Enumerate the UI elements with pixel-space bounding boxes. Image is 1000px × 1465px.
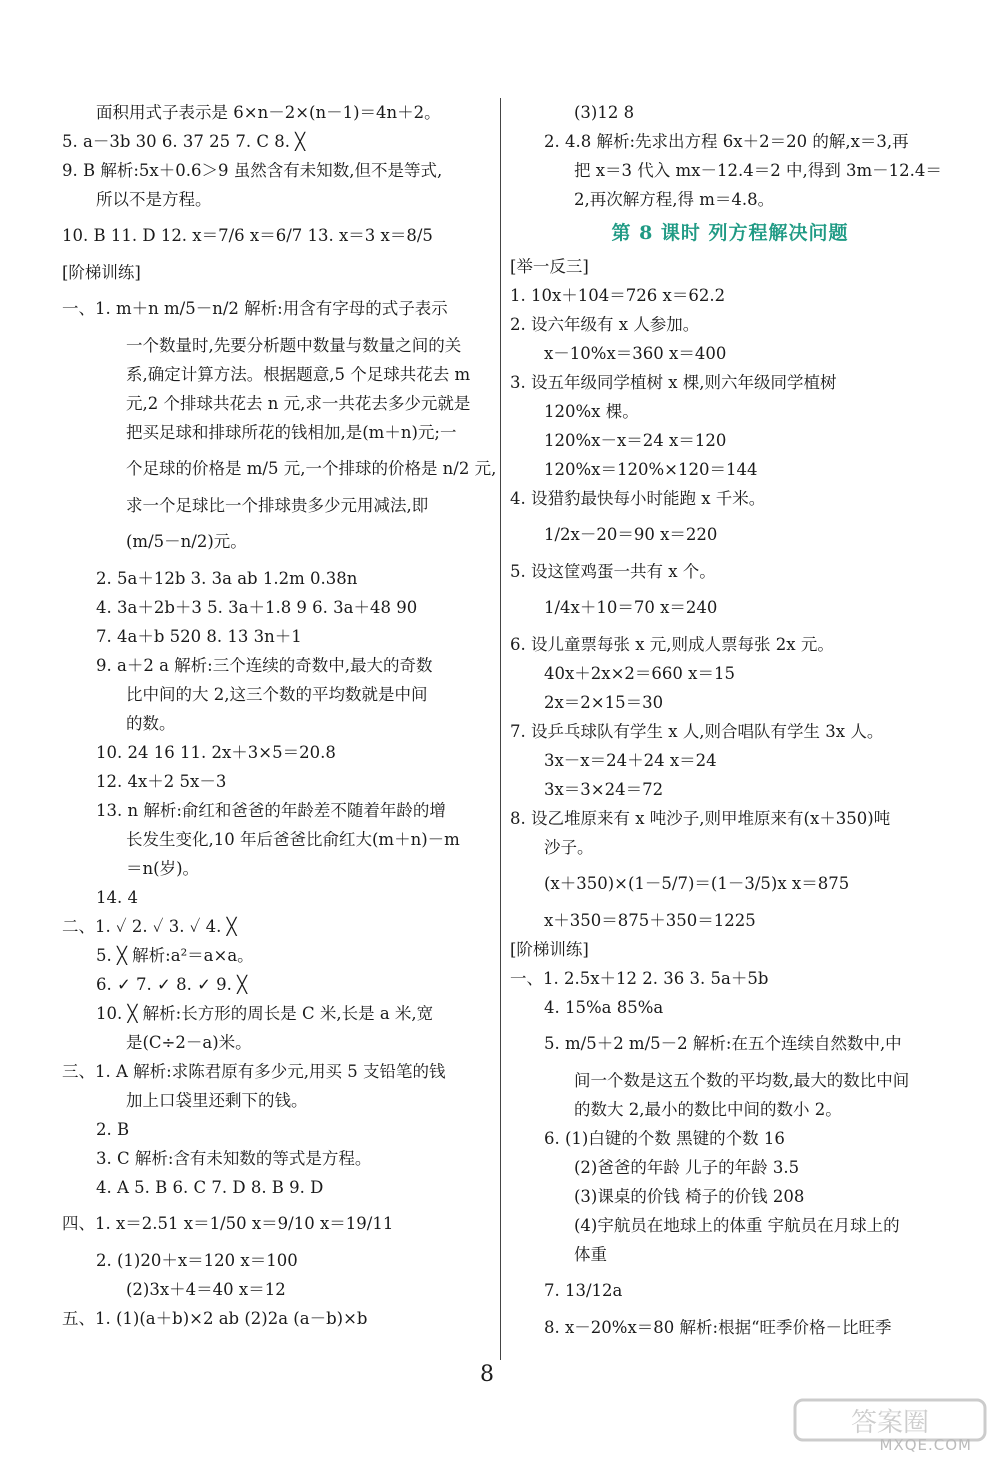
answer-line: 间一个数是这五个数的平均数,最大的数比中间 — [574, 1071, 910, 1090]
answer-line: 五、1. (1)(a＋b)×2 ab (2)2a (a－b)×b — [62, 1309, 368, 1328]
answer-line: 一、1. 2.5x＋12 2. 36 3. 5a＋5b — [510, 969, 769, 988]
answer-line: 6. (1)白键的个数 黑键的个数 16 — [544, 1129, 785, 1148]
answer-line: 所以不是方程。 — [96, 190, 212, 209]
answer-line: 把买足球和排球所花的钱相加,是(m＋n)元;一 — [126, 423, 457, 442]
answer-line: (2)爸爸的年龄 儿子的年龄 3.5 — [574, 1158, 800, 1177]
answer-line: [举一反三] — [510, 257, 589, 276]
answer-line: 2. 设六年级有 x 人参加。 — [510, 315, 700, 334]
answer-line: 4. 3a＋2b＋3 5. 3a＋1.8 9 6. 3a＋48 90 — [96, 598, 418, 617]
answer-line: 13. n 解析:俞红和爸爸的年龄差不随着年龄的增 — [96, 801, 446, 820]
answer-line: 把 x＝3 代入 mx－12.4＝2 中,得到 3m－12.4＝ — [574, 161, 942, 180]
answer-line: 14. 4 — [96, 888, 138, 907]
watermark-text: MXQE.COM — [879, 1436, 972, 1454]
answer-line: 5. a－3b 30 6. 37 25 7. C 8. ╳ — [62, 132, 306, 151]
svg-text:答案圈: 答案圈 — [850, 1408, 930, 1438]
answer-line: [阶梯训练] — [62, 263, 141, 282]
left-column — [62, 98, 502, 1333]
section-heading: 第 8 课时 列方程解决问题 — [611, 222, 849, 244]
answer-line: 的数。 — [126, 714, 176, 733]
answer-line: 10. ╳ 解析:长方形的周长是 C 米,长是 a 米,宽 — [96, 1004, 434, 1023]
answer-line: 面积用式子表示是 6×n－2×(n－1)＝4n＋2。 — [96, 103, 441, 122]
answer-line: (4)宇航员在地球上的体重 宇航员在月球上的 — [574, 1216, 900, 1235]
answer-line: (2)3x＋4＝40 x＝12 — [126, 1280, 286, 1299]
answer-line: 120%x 棵。 — [544, 402, 639, 421]
answer-line: 长发生变化,10 年后爸爸比俞红大(m＋n)－m — [126, 830, 460, 849]
answer-line: 个足球的价格是 m/5 元,一个排球的价格是 n/2 元, — [126, 459, 497, 478]
answer-line: 加上口袋里还剩下的钱。 — [126, 1091, 308, 1110]
answer-line: 6. 设儿童票每张 x 元,则成人票每张 2x 元。 — [510, 635, 834, 654]
answer-line: 4. A 5. B 6. C 7. D 8. B 9. D — [96, 1178, 324, 1197]
answer-line: 1/2x－20＝90 x＝220 — [544, 525, 718, 544]
answer-line: 12. 4x＋2 5x－3 — [96, 772, 227, 791]
answer-line: 4. 设猎豹最快每小时能跑 x 千米。 — [510, 489, 766, 508]
answer-line: 一、1. m＋n m/5－n/2 解析:用含有字母的式子表示 — [62, 299, 448, 318]
answer-line: 3. C 解析:含有未知数的等式是方程。 — [96, 1149, 372, 1168]
answer-line: 1/4x＋10＝70 x＝240 — [544, 598, 718, 617]
answer-line: 3x－x＝24＋24 x＝24 — [544, 751, 717, 770]
answer-line: 比中间的大 2,这三个数的平均数就是中间 — [126, 685, 428, 704]
answer-line: 系,确定计算方法。根据题意,5 个足球共花去 m — [126, 365, 471, 384]
right-column — [510, 98, 950, 1342]
answer-line: 二、1. ✓ 2. ✓ 3. ✓ 4. ╳ — [62, 917, 237, 936]
answer-line: 3. 设五年级同学植树 x 棵,则六年级同学植树 — [510, 373, 837, 392]
answer-line: 9. a＋2 a 解析:三个连续的奇数中,最大的奇数 — [96, 656, 433, 675]
answer-line: 6. ✓ 7. ✓ 8. ✓ 9. ╳ — [96, 975, 248, 994]
answer-line: 10. 24 16 11. 2x＋3×5＝20.8 — [96, 743, 336, 762]
answer-line: 求一个足球比一个排球贵多少元用减法,即 — [126, 496, 429, 515]
answer-line: (3)课桌的价钱 椅子的价钱 208 — [574, 1187, 805, 1206]
answer-line: 3x＝3×24＝72 — [544, 780, 664, 799]
answer-line: 2. B — [96, 1120, 130, 1139]
answer-line: 7. 4a＋b 520 8. 13 3n＋1 — [96, 627, 302, 646]
answer-line: 沙子。 — [544, 838, 594, 857]
answer-line: 体重 — [574, 1245, 607, 1264]
answer-line: 元,2 个排球共花去 n 元,求一共花去多少元就是 — [126, 394, 471, 413]
answer-line: (3)12 8 — [574, 103, 635, 122]
answer-line: 2x＝2×15＝30 — [544, 693, 664, 712]
answer-line: 三、1. A 解析:求陈君原有多少元,用买 5 支铅笔的钱 — [62, 1062, 446, 1081]
answer-line: 9. B 解析:5x＋0.6＞9 虽然含有未知数,但不是等式, — [62, 161, 443, 180]
answer-line: ＝n(岁)。 — [126, 859, 200, 878]
answer-line: 120%x－x＝24 x＝120 — [544, 431, 727, 450]
answer-line: (m/5－n/2)元。 — [126, 532, 247, 551]
answer-line: 5. 设这筐鸡蛋一共有 x 个。 — [510, 562, 716, 581]
answer-line: 的数大 2,最小的数比中间的数小 2。 — [574, 1100, 842, 1119]
answer-line: 2. (1)20＋x＝120 x＝100 — [96, 1251, 298, 1270]
answer-line: x＋350＝875＋350＝1225 — [544, 911, 756, 930]
answer-line: 1. 10x＋104＝726 x＝62.2 — [510, 286, 726, 305]
answer-line: 5. m/5＋2 m/5－2 解析:在五个连续自然数中,中 — [544, 1034, 902, 1053]
page-number: 8 — [480, 1362, 494, 1387]
answer-line: 7. 设乒乓球队有学生 x 人,则合唱队有学生 3x 人。 — [510, 722, 884, 741]
answer-line: 四、1. x＝2.51 x＝1/50 x＝9/10 x＝19/11 — [62, 1214, 394, 1233]
answer-line: 7. 13/12a — [544, 1281, 623, 1300]
answer-line: 一个数量时,先要分析题中数量与数量之间的关 — [126, 336, 462, 355]
answer-line: 8. 设乙堆原来有 x 吨沙子,则甲堆原来有(x＋350)吨 — [510, 809, 891, 828]
answer-line: 8. x－20%x＝80 解析:根据“旺季价格－比旺季 — [544, 1318, 892, 1337]
answer-line: 2. 4.8 解析:先求出方程 6x＋2＝20 的解,x＝3,再 — [544, 132, 909, 151]
answer-line: 2. 5a＋12b 3. 3a ab 1.2m 0.38n — [96, 569, 358, 588]
answer-line: 5. ╳ 解析:a²＝a×a。 — [96, 946, 254, 965]
answer-line: [阶梯训练] — [510, 940, 589, 959]
answer-line: 是(C÷2－a)米。 — [126, 1033, 252, 1052]
answer-line: 2,再次解方程,得 m＝4.8。 — [574, 190, 775, 209]
answer-line: x－10%x＝360 x＝400 — [544, 344, 727, 363]
answer-line: 40x＋2x×2＝660 x＝15 — [544, 664, 735, 683]
answer-line: 120%x＝120%×120＝144 — [544, 460, 758, 479]
answer-line: 4. 15%a 85%a — [544, 998, 664, 1017]
answer-line: (x＋350)×(1－5/7)＝(1－3/5)x x＝875 — [544, 874, 850, 893]
answer-line: 10. B 11. D 12. x＝7/6 x＝6/7 13. x＝3 x＝8/5 — [62, 226, 433, 245]
